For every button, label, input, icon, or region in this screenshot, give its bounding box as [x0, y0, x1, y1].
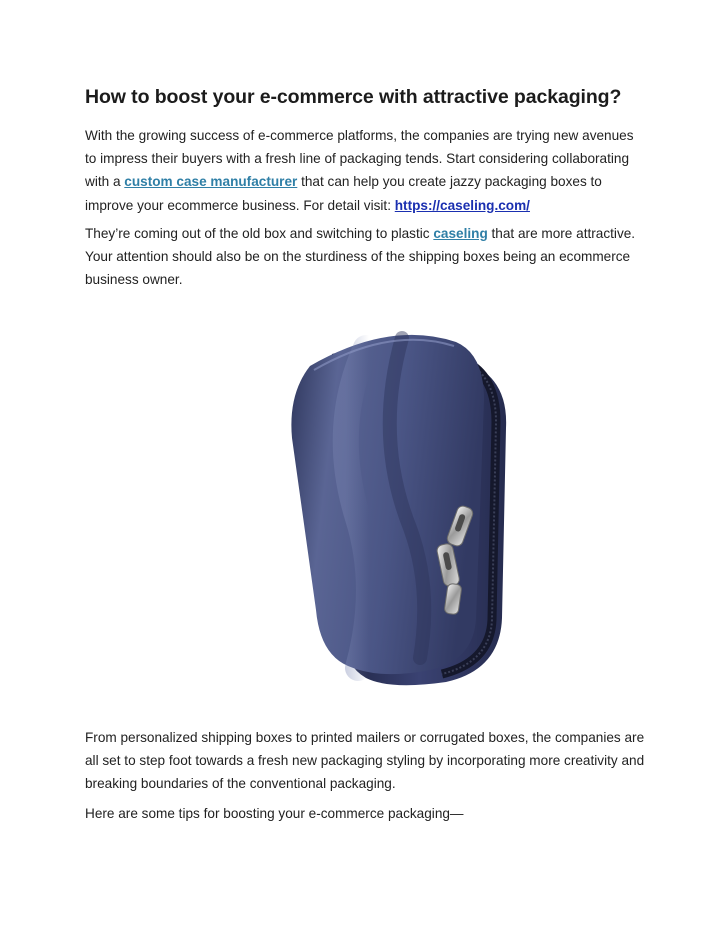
product-image [270, 318, 520, 690]
second-text-end: that are more attractive. Your attention should also be on the sturdiness of the shipping boxes being an ecommerce business owner. [85, 226, 636, 288]
caseling-url-link[interactable]: https://caseling.com/ [394, 197, 530, 213]
intro-text-middle: that can help you create jazzy packaging boxes to improve your ecommerce business. For detail visit: [85, 174, 602, 213]
caseling-link[interactable]: caseling [433, 226, 488, 241]
custom-case-manufacturer-link[interactable]: custom case manufacturer [124, 174, 298, 190]
intro-text-start: With the growing success of e-commerce platforms, the companies are trying new avenues to impress their buyers with a fresh line of packaging tends. Start considering collaborating with a [85, 128, 634, 190]
second-paragraph [85, 222, 645, 292]
zipper-case-illustration [270, 318, 520, 690]
page-title: How to boost your e-commerce with attractive packaging? [85, 86, 622, 108]
intro-paragraph [85, 124, 645, 217]
third-paragraph: From personalized shipping boxes to printed mailers or corrugated boxes, the companies are all set to step foot towards a fresh new packaging styling by incorporating more creativity and breaking boundaries of the conventional packaging. [85, 730, 645, 792]
second-text-start: They’re coming out of the old box and switching to plastic [85, 226, 434, 241]
tips-intro-paragraph: Here are some tips for boosting your e-commerce packaging— [85, 806, 464, 821]
